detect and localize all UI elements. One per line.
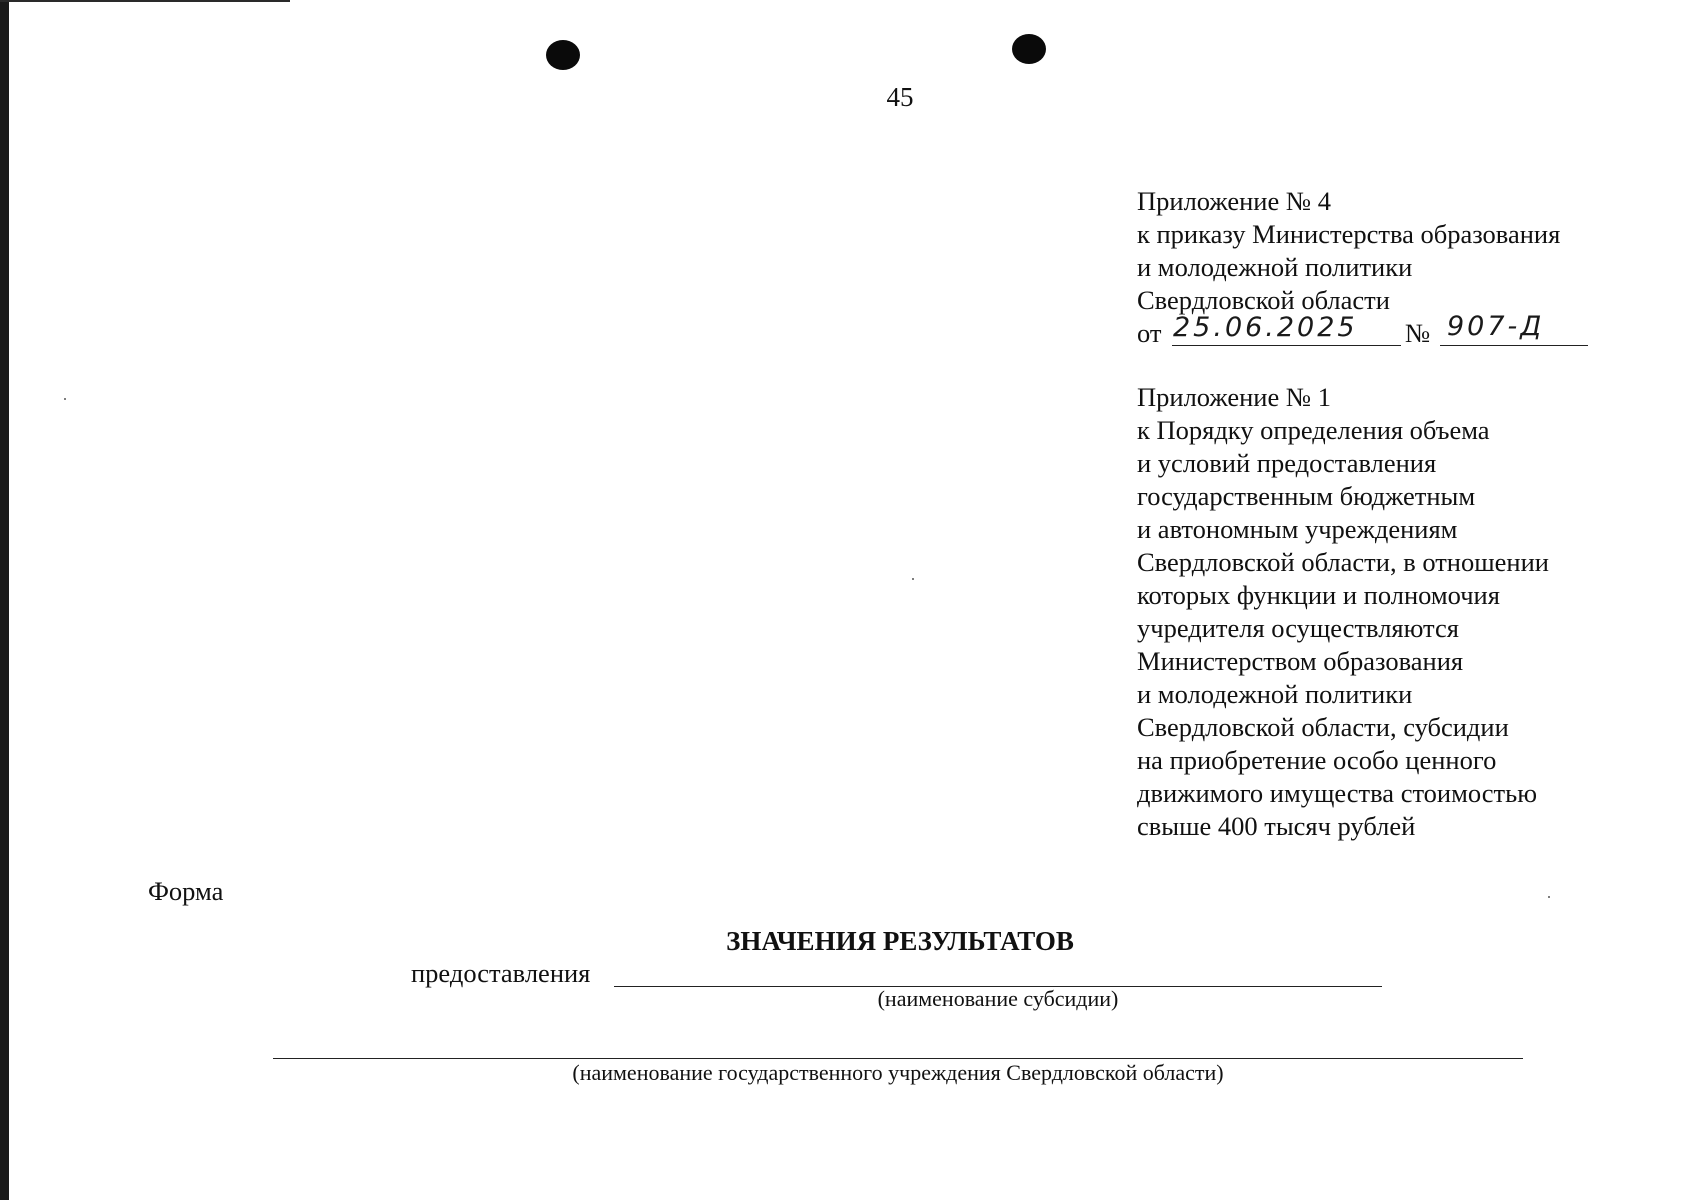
- appendix-1-line: Приложение № 1: [1137, 382, 1332, 412]
- form-title: ЗНАЧЕНИЯ РЕЗУЛЬТАТОВ: [726, 926, 1074, 956]
- appendix-1-line: которых функции и полномочия: [1137, 580, 1500, 610]
- appendix-1-line: Свердловской области, в отношении: [1137, 547, 1549, 577]
- scan-speck: [912, 578, 914, 580]
- institution-name-caption: (наименование государственного учреждения Свердловской области): [572, 1060, 1224, 1085]
- provision-label: предоставления: [411, 958, 591, 988]
- handwritten-number: 907-Д: [1447, 311, 1545, 342]
- appendix-1-line: свыше 400 тысяч рублей: [1137, 811, 1416, 841]
- appendix-1-line: движимого имущества стоимостью: [1137, 778, 1538, 808]
- appendix-1-line: и условий предоставления: [1137, 448, 1437, 478]
- appendix-1-line: государственным бюджетным: [1137, 481, 1476, 511]
- appendix-4-header: [1137, 185, 1560, 350]
- subsidy-name-caption: (наименование субсидии): [877, 986, 1119, 1011]
- date-underline: [1172, 345, 1401, 346]
- from-label: от: [1137, 318, 1162, 348]
- appendix-4-line: и молодежной политики: [1137, 252, 1413, 282]
- order-date-number-line: [1137, 311, 1560, 350]
- appendix-1-line: и автономным учреждениям: [1137, 514, 1458, 544]
- appendix-1-line: к Порядку определения объема: [1137, 415, 1490, 445]
- scan-speck: [64, 398, 66, 400]
- institution-name-line: [273, 1058, 1523, 1059]
- form-label: Форма: [148, 876, 224, 906]
- punch-hole-left: [546, 40, 580, 70]
- appendix-1-header: [1137, 381, 1549, 843]
- punch-hole-right: [1012, 34, 1046, 64]
- number-sign: №: [1405, 318, 1431, 348]
- appendix-1-line: учредителя осуществляются: [1137, 613, 1459, 643]
- appendix-4-line: к приказу Министерства образования: [1137, 219, 1561, 249]
- appendix-1-line: на приобретение особо ценного: [1137, 745, 1497, 775]
- page-number: 45: [886, 82, 914, 112]
- scan-speck: [1548, 896, 1550, 898]
- appendix-1-line: Свердловской области, субсидии: [1137, 712, 1509, 742]
- scan-top-edge: [0, 0, 290, 2]
- appendix-4-line: Приложение № 4: [1137, 186, 1332, 216]
- appendix-1-line: и молодежной политики: [1137, 679, 1413, 709]
- appendix-4-line: Свердловской области: [1137, 285, 1390, 315]
- scan-left-edge: [0, 0, 9, 1200]
- handwritten-date: 25.06.2025: [1173, 312, 1358, 343]
- number-underline: [1440, 345, 1588, 346]
- appendix-1-line: Министерством образования: [1137, 646, 1464, 676]
